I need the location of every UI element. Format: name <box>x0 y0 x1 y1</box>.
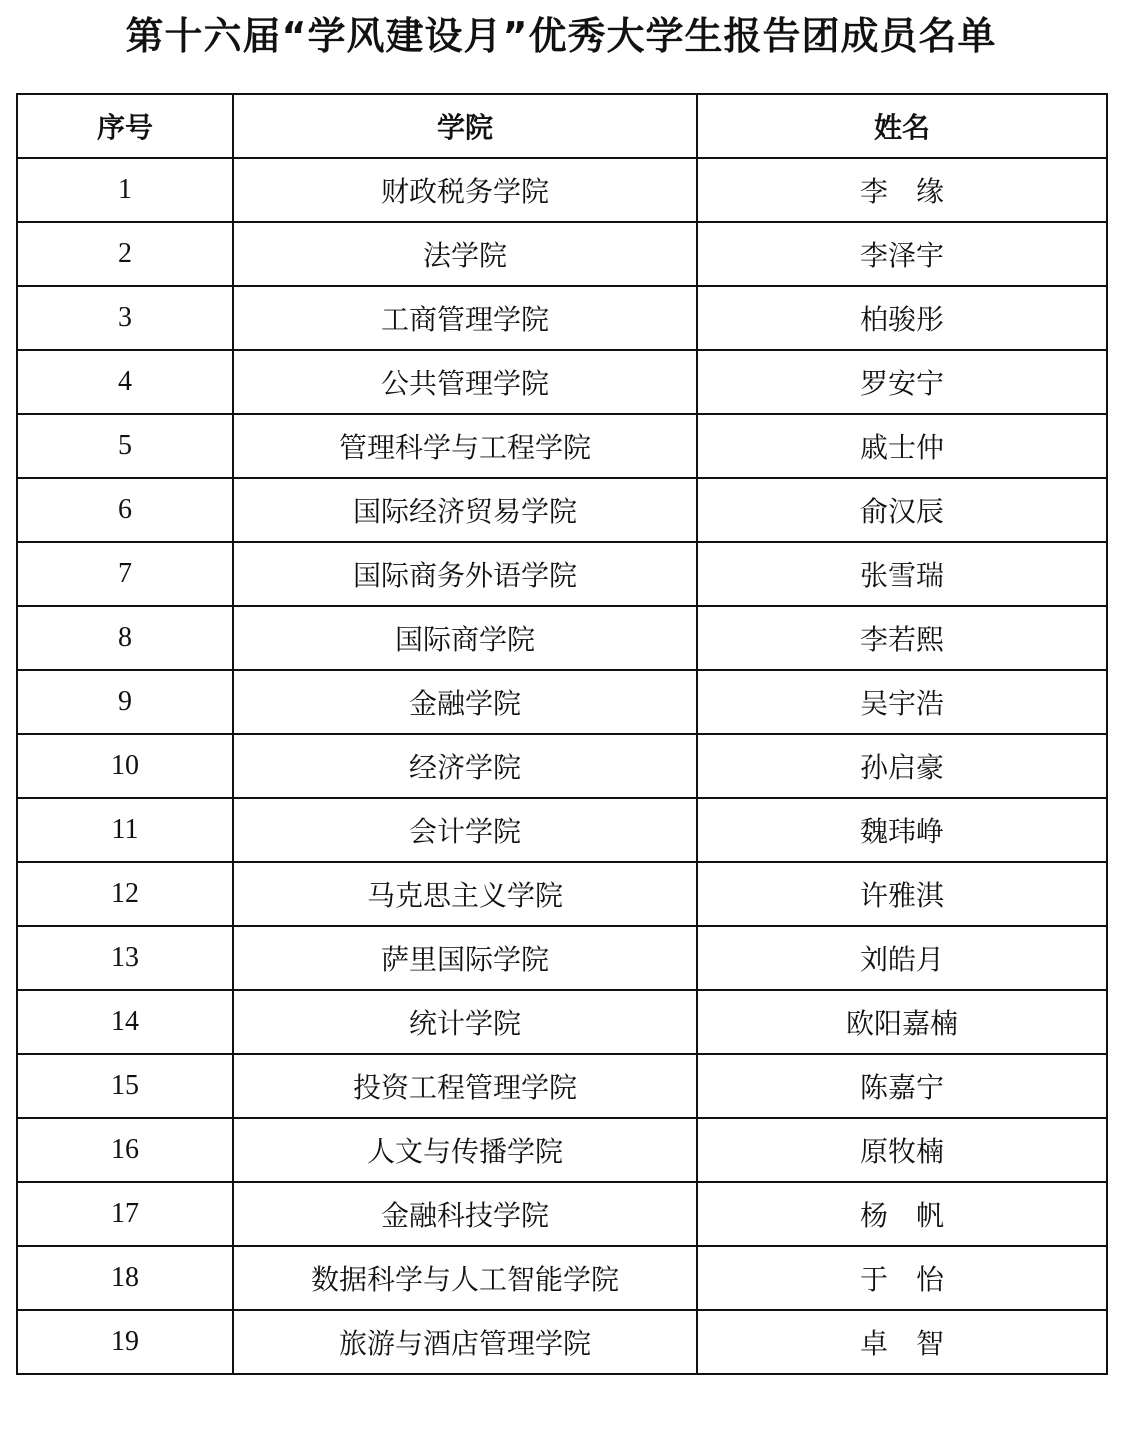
college-cell: 国际经济贸易学院 <box>233 478 697 542</box>
row-index-cell: 8 <box>17 606 233 670</box>
member-name-cell: 戚士仲 <box>697 414 1107 478</box>
row-index-cell: 12 <box>17 862 233 926</box>
member-name-cell: 陈嘉宁 <box>697 1054 1107 1118</box>
row-index-cell: 14 <box>17 990 233 1054</box>
row-index-cell: 4 <box>17 350 233 414</box>
member-table <box>16 93 1108 1375</box>
table-row <box>17 734 1107 798</box>
table-row <box>17 606 1107 670</box>
table-row <box>17 350 1107 414</box>
row-index-cell: 15 <box>17 1054 233 1118</box>
college-cell: 统计学院 <box>233 990 697 1054</box>
row-index-cell: 17 <box>17 1182 233 1246</box>
row-index-cell: 9 <box>17 670 233 734</box>
page-title: 第十六届“学风建设月”优秀大学生报告团成员名单 <box>125 14 997 58</box>
row-index-cell: 19 <box>17 1310 233 1374</box>
row-index-cell: 10 <box>17 734 233 798</box>
college-cell: 数据科学与人工智能学院 <box>233 1246 697 1310</box>
table-row <box>17 542 1107 606</box>
row-index-cell: 18 <box>17 1246 233 1310</box>
column-header-index: 序号 <box>17 94 233 158</box>
table-row <box>17 1118 1107 1182</box>
member-name-cell: 柏骏彤 <box>697 286 1107 350</box>
row-index-cell: 13 <box>17 926 233 990</box>
table-row <box>17 862 1107 926</box>
member-name-cell: 俞汉辰 <box>697 478 1107 542</box>
member-name-cell: 许雅淇 <box>697 862 1107 926</box>
college-cell: 国际商务外语学院 <box>233 542 697 606</box>
table-row <box>17 990 1107 1054</box>
member-name-cell: 魏玮峥 <box>697 798 1107 862</box>
college-cell: 经济学院 <box>233 734 697 798</box>
college-cell: 马克思主义学院 <box>233 862 697 926</box>
row-index-cell: 1 <box>17 158 233 222</box>
college-cell: 人文与传播学院 <box>233 1118 697 1182</box>
member-name-cell: 李若熙 <box>697 606 1107 670</box>
member-name-cell: 李 缘 <box>697 158 1107 222</box>
row-index-cell: 2 <box>17 222 233 286</box>
table-row <box>17 670 1107 734</box>
table-body <box>17 158 1107 1374</box>
member-name-cell: 张雪瑞 <box>697 542 1107 606</box>
member-name-cell: 于 怡 <box>697 1246 1107 1310</box>
table-row <box>17 798 1107 862</box>
college-cell: 工商管理学院 <box>233 286 697 350</box>
table-header-row <box>17 94 1107 158</box>
table-row <box>17 1246 1107 1310</box>
member-name-cell: 刘皓月 <box>697 926 1107 990</box>
college-cell: 公共管理学院 <box>233 350 697 414</box>
college-cell: 旅游与酒店管理学院 <box>233 1310 697 1374</box>
table-row <box>17 478 1107 542</box>
college-cell: 财政税务学院 <box>233 158 697 222</box>
member-name-cell: 原牧楠 <box>697 1118 1107 1182</box>
member-name-cell: 吴宇浩 <box>697 670 1107 734</box>
table-row <box>17 926 1107 990</box>
member-name-cell: 欧阳嘉楠 <box>697 990 1107 1054</box>
row-index-cell: 16 <box>17 1118 233 1182</box>
table-row <box>17 1054 1107 1118</box>
college-cell: 萨里国际学院 <box>233 926 697 990</box>
member-name-cell: 罗安宁 <box>697 350 1107 414</box>
column-header-college: 学院 <box>233 94 697 158</box>
member-name-cell: 孙启豪 <box>697 734 1107 798</box>
college-cell: 管理科学与工程学院 <box>233 414 697 478</box>
college-cell: 金融学院 <box>233 670 697 734</box>
college-cell: 法学院 <box>233 222 697 286</box>
member-name-cell: 卓 智 <box>697 1310 1107 1374</box>
row-index-cell: 6 <box>17 478 233 542</box>
table-row <box>17 158 1107 222</box>
row-index-cell: 5 <box>17 414 233 478</box>
member-name-cell: 李泽宇 <box>697 222 1107 286</box>
table-row <box>17 286 1107 350</box>
college-cell: 金融科技学院 <box>233 1182 697 1246</box>
college-cell: 国际商学院 <box>233 606 697 670</box>
row-index-cell: 11 <box>17 798 233 862</box>
table-row <box>17 1310 1107 1374</box>
college-cell: 投资工程管理学院 <box>233 1054 697 1118</box>
column-header-name: 姓名 <box>697 94 1107 158</box>
member-name-cell: 杨 帆 <box>697 1182 1107 1246</box>
table-row <box>17 222 1107 286</box>
college-cell: 会计学院 <box>233 798 697 862</box>
row-index-cell: 3 <box>17 286 233 350</box>
row-index-cell: 7 <box>17 542 233 606</box>
table-row <box>17 1182 1107 1246</box>
table-row <box>17 414 1107 478</box>
